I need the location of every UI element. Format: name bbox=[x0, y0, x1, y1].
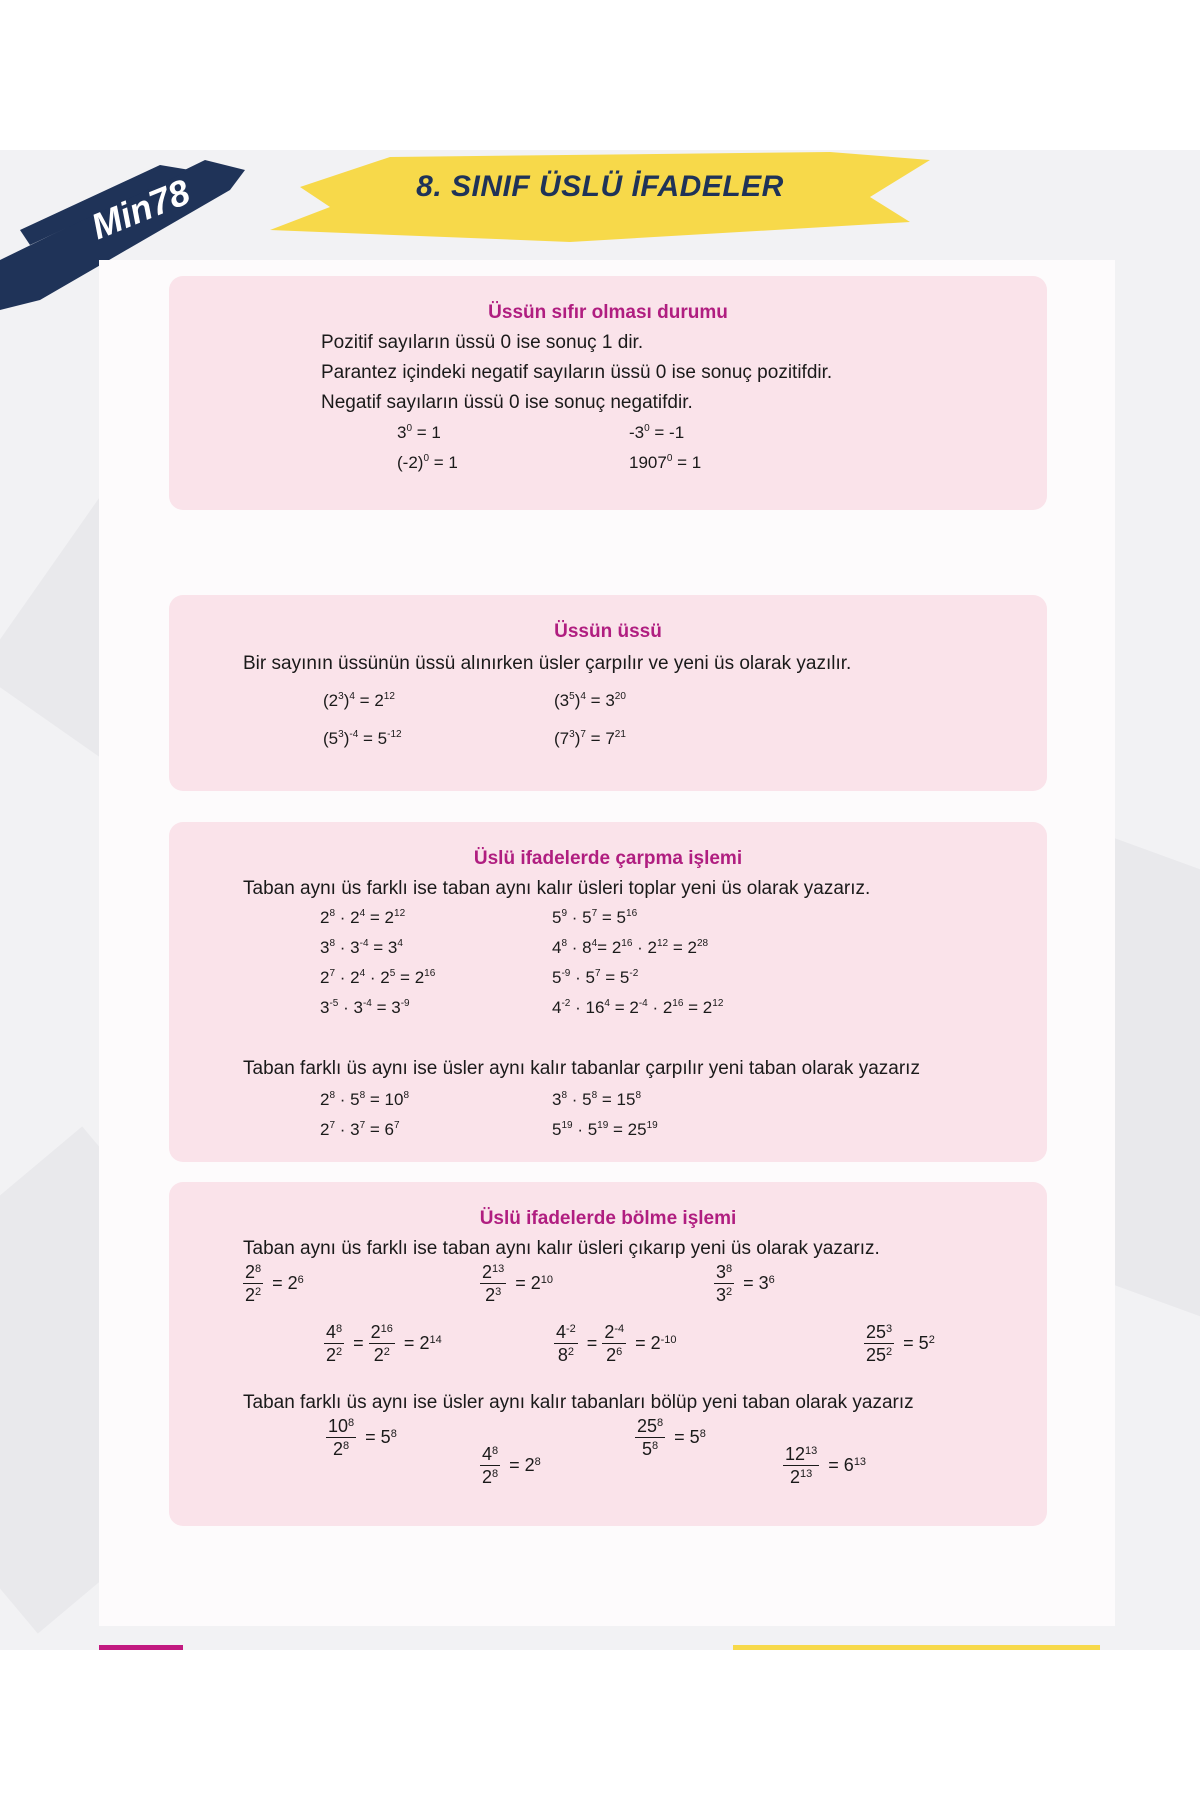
example-formula bbox=[552, 1120, 658, 1140]
fraction bbox=[369, 1322, 395, 1365]
power-term: $10^8$ bbox=[384, 1090, 410, 1109]
operator: = bbox=[898, 1333, 919, 1353]
example-formula bbox=[635, 1416, 706, 1459]
power-term: $2^{-4}$ bbox=[604, 1322, 625, 1342]
operator: = bbox=[395, 968, 415, 987]
example-formula bbox=[552, 908, 637, 928]
rule-text: Taban farklı üs aynı ise üsler aynı kalır tabanları bölüp yeni taban olarak yazarız bbox=[243, 1392, 914, 1413]
example-formula bbox=[243, 1262, 304, 1305]
section-title: Üssün sıfır olması durumu bbox=[488, 302, 728, 323]
operator: = bbox=[365, 1090, 385, 1109]
power-term: $2^8$ bbox=[524, 1455, 541, 1475]
operator: = bbox=[597, 1090, 617, 1109]
example-formula bbox=[320, 1090, 409, 1110]
section-title: Üslü ifadelerde çarpma işlemi bbox=[473, 848, 743, 869]
example-formula bbox=[554, 1322, 677, 1365]
operator: · bbox=[632, 938, 648, 957]
example-formula bbox=[552, 938, 708, 958]
fraction bbox=[554, 1322, 578, 1365]
power-term: $2^6$ bbox=[287, 1273, 304, 1293]
power-term: $3^4$ bbox=[387, 938, 403, 957]
fraction bbox=[864, 1322, 894, 1365]
power-term: $6^7$ bbox=[384, 1120, 400, 1139]
operator: · bbox=[338, 998, 354, 1017]
operator: = bbox=[683, 998, 703, 1017]
rule-text: Pozitif sayıların üssü 0 ise sonuç 1 dir. bbox=[321, 332, 644, 353]
power-term: $3^2$ bbox=[716, 1285, 733, 1305]
page-title: 8. SINIF ÜSLÜ İFADELER bbox=[416, 170, 784, 203]
power-term: $2^{28}$ bbox=[687, 938, 709, 957]
operator: = bbox=[597, 908, 617, 927]
fraction bbox=[326, 1416, 356, 1459]
operator: = bbox=[609, 998, 630, 1017]
operator: · bbox=[567, 908, 583, 927]
operator: = bbox=[398, 1333, 420, 1353]
operator: = bbox=[267, 1273, 288, 1293]
power-term: $5^{-9}$ bbox=[552, 968, 571, 987]
rule-text: Taban aynı üs farklı ise taban aynı kalır üsleri çıkarıp yeni üs olarak yazarız. bbox=[243, 1238, 880, 1259]
power-term: $4^8$ bbox=[552, 938, 568, 957]
power-term: $5^2$ bbox=[918, 1333, 935, 1353]
operator: · bbox=[570, 968, 586, 987]
operator: = bbox=[597, 938, 612, 957]
power-term: $6^{13}$ bbox=[843, 1455, 867, 1475]
operator: = bbox=[738, 1273, 759, 1293]
example-formula bbox=[320, 908, 405, 928]
operator: · bbox=[570, 998, 586, 1017]
power-term: $5^7$ bbox=[585, 968, 601, 987]
fraction bbox=[480, 1262, 506, 1305]
power-term: $4^{-2}$ bbox=[556, 1322, 576, 1342]
power-term: $2^{12}$ bbox=[647, 938, 669, 957]
power-term: $2^8$ bbox=[482, 1467, 499, 1487]
power-term: $2^2$ bbox=[326, 1345, 343, 1365]
fraction bbox=[243, 1262, 263, 1305]
power-term: $2^8$ bbox=[320, 1090, 336, 1109]
power-term: $25^{19}$ bbox=[627, 1120, 658, 1139]
example-formula bbox=[324, 1322, 442, 1365]
example-formula bbox=[552, 968, 638, 988]
example-formula: $3^0 = 1$ bbox=[397, 423, 441, 442]
power-term: $5^{-2}$ bbox=[619, 968, 639, 987]
example-formula bbox=[864, 1322, 935, 1365]
operator: = bbox=[365, 1120, 385, 1139]
power-term: $12^{13}$ bbox=[785, 1444, 818, 1464]
section-title: Üslü ifadelerde bölme işlemi bbox=[479, 1208, 737, 1229]
operator: = bbox=[668, 938, 688, 957]
power-term: $4^8$ bbox=[326, 1322, 343, 1342]
example-formula bbox=[320, 938, 403, 958]
operator: = bbox=[823, 1455, 844, 1475]
operator: = bbox=[669, 1427, 690, 1447]
power-term: $4^8$ bbox=[482, 1444, 499, 1464]
operator: = bbox=[360, 1427, 381, 1447]
operator: · bbox=[647, 998, 663, 1017]
power-term: $3^{-5}$ bbox=[320, 998, 339, 1017]
power-term: $5^8$ bbox=[582, 1090, 598, 1109]
power-term: $2^{16}$ bbox=[414, 968, 436, 987]
power-term: $3^8$ bbox=[552, 1090, 568, 1109]
power-term: $5^8$ bbox=[642, 1439, 659, 1459]
power-term: $2^4$ bbox=[350, 968, 366, 987]
power-term: $15^8$ bbox=[616, 1090, 642, 1109]
rule-text: Negatif sayıların üssü 0 ise sonuç negatifdir. bbox=[321, 392, 693, 413]
power-term: $2^{16}$ bbox=[370, 1322, 393, 1342]
example-formula bbox=[320, 998, 410, 1018]
power-term: $5^9$ bbox=[552, 908, 568, 927]
power-term: $25^2$ bbox=[866, 1345, 893, 1365]
example-formula bbox=[480, 1262, 553, 1305]
section-zero-exponent bbox=[169, 276, 1047, 510]
example-formula bbox=[320, 968, 435, 988]
power-term: $3^{-4}$ bbox=[353, 998, 372, 1017]
content-sheet bbox=[99, 260, 1115, 1626]
example-formula bbox=[480, 1444, 541, 1487]
example-formula: $1907^0 = 1$ bbox=[629, 453, 702, 472]
operator: = bbox=[608, 1120, 628, 1139]
example-formula: $(5^3)^{-4} = 5^{-12}$ bbox=[323, 729, 402, 748]
power-term: $5^8$ bbox=[380, 1427, 397, 1447]
operator: · bbox=[335, 1090, 351, 1109]
power-term: $3^{-9}$ bbox=[391, 998, 410, 1017]
operator: = bbox=[368, 938, 388, 957]
power-term: $2^8$ bbox=[245, 1262, 262, 1282]
operator: · bbox=[335, 968, 351, 987]
operator: = bbox=[504, 1455, 525, 1475]
power-term: $8^4$ bbox=[582, 938, 598, 957]
power-term: $2^7$ bbox=[320, 968, 336, 987]
example-formula: $(2^3)^4 = 2^{12}$ bbox=[323, 691, 395, 710]
operator: = bbox=[365, 908, 385, 927]
example-formula: $(3^5)^4 = 3^{20}$ bbox=[554, 691, 626, 710]
power-term: $3^7$ bbox=[350, 1120, 366, 1139]
operator: · bbox=[335, 938, 351, 957]
power-term: $2^4$ bbox=[350, 908, 366, 927]
power-term: $2^{13}$ bbox=[790, 1467, 813, 1487]
power-term: $3^8$ bbox=[716, 1262, 733, 1282]
operator: = bbox=[371, 998, 392, 1017]
operator: = bbox=[581, 1333, 603, 1353]
example-formula bbox=[552, 1090, 641, 1110]
operator: · bbox=[335, 1120, 351, 1139]
operator: = bbox=[510, 1273, 531, 1293]
fraction bbox=[324, 1322, 344, 1365]
rule-text: Taban aynı üs farklı ise taban aynı kalır üsleri toplar yeni üs olarak yazarız. bbox=[243, 878, 871, 899]
power-term: $2^2$ bbox=[373, 1345, 390, 1365]
power-term: $3^{-4}$ bbox=[350, 938, 369, 957]
power-term: $2^6$ bbox=[606, 1345, 623, 1365]
power-term: $5^8$ bbox=[350, 1090, 366, 1109]
brand-text: Min78 bbox=[85, 170, 196, 248]
power-term: $2^8$ bbox=[333, 1439, 350, 1459]
power-term: $25^3$ bbox=[866, 1322, 893, 1342]
power-term: $2^5$ bbox=[380, 968, 396, 987]
section-title: Üssün üssü bbox=[554, 621, 662, 642]
power-term: $5^8$ bbox=[689, 1427, 706, 1447]
power-term: $8^2$ bbox=[557, 1345, 574, 1365]
power-term: $2^{13}$ bbox=[482, 1262, 505, 1282]
power-term: $3^6$ bbox=[758, 1273, 775, 1293]
power-term: $4^{-2}$ bbox=[552, 998, 571, 1017]
operator: = bbox=[600, 968, 620, 987]
operator: · bbox=[335, 908, 351, 927]
example-formula bbox=[552, 998, 723, 1018]
example-formula bbox=[714, 1262, 775, 1305]
power-term: $2^7$ bbox=[320, 1120, 336, 1139]
operator: = bbox=[630, 1333, 651, 1353]
fraction bbox=[635, 1416, 665, 1459]
power-term: $2^{16}$ bbox=[662, 998, 684, 1017]
example-formula bbox=[320, 1120, 400, 1140]
example-formula: $-3^0 = -1$ bbox=[629, 423, 685, 442]
example-formula bbox=[783, 1444, 866, 1487]
footer-accent-bar bbox=[733, 1645, 1100, 1650]
power-term: $5^{19}$ bbox=[587, 1120, 609, 1139]
rule-text: Taban farklı üs aynı ise üsler aynı kalır tabanlar çarpılır yeni taban olarak yazarız bbox=[243, 1058, 920, 1079]
operator: · bbox=[567, 938, 583, 957]
example-formula: $(7^3)^7 = 7^{21}$ bbox=[554, 729, 626, 748]
fraction bbox=[480, 1444, 500, 1487]
section-multiplication bbox=[169, 822, 1047, 1162]
power-term: $2^3$ bbox=[485, 1285, 502, 1305]
operator: · bbox=[365, 968, 381, 987]
section-division bbox=[169, 1182, 1047, 1526]
fraction bbox=[602, 1322, 626, 1365]
power-term: $25^8$ bbox=[637, 1416, 664, 1436]
power-term: $5^{16}$ bbox=[616, 908, 638, 927]
example-formula bbox=[326, 1416, 397, 1459]
power-term: $3^8$ bbox=[320, 938, 336, 957]
operator: · bbox=[572, 1120, 588, 1139]
power-term: $2^{-4}$ bbox=[629, 998, 648, 1017]
section-power-of-power bbox=[169, 595, 1047, 791]
fraction bbox=[783, 1444, 819, 1487]
power-term: $2^{14}$ bbox=[419, 1333, 442, 1353]
power-term: $2^{12}$ bbox=[702, 998, 724, 1017]
power-term: $5^{19}$ bbox=[552, 1120, 573, 1139]
operator: = bbox=[348, 1333, 369, 1353]
power-term: $2^{16}$ bbox=[611, 938, 633, 957]
page-background bbox=[0, 150, 1200, 1650]
rule-text: Bir sayının üssünün üssü alınırken üsler çarpılır ve yeni üs olarak yazılır. bbox=[243, 653, 852, 674]
power-term: $16^4$ bbox=[585, 998, 610, 1017]
operator: · bbox=[567, 1090, 583, 1109]
power-term: $2^{10}$ bbox=[530, 1273, 554, 1293]
power-term: $2^{12}$ bbox=[384, 908, 406, 927]
fraction bbox=[714, 1262, 734, 1305]
power-term: $2^{-10}$ bbox=[650, 1333, 677, 1353]
rule-text: Parantez içindeki negatif sayıların üssü 0 ise sonuç pozitifdir. bbox=[321, 362, 833, 383]
power-term: $2^2$ bbox=[245, 1285, 262, 1305]
power-term: $2^8$ bbox=[320, 908, 336, 927]
power-term: $5^7$ bbox=[582, 908, 598, 927]
power-term: $10^8$ bbox=[328, 1416, 355, 1436]
footer-accent-bar bbox=[99, 1645, 183, 1650]
example-formula: $(-2)^0 = 1$ bbox=[397, 453, 458, 472]
